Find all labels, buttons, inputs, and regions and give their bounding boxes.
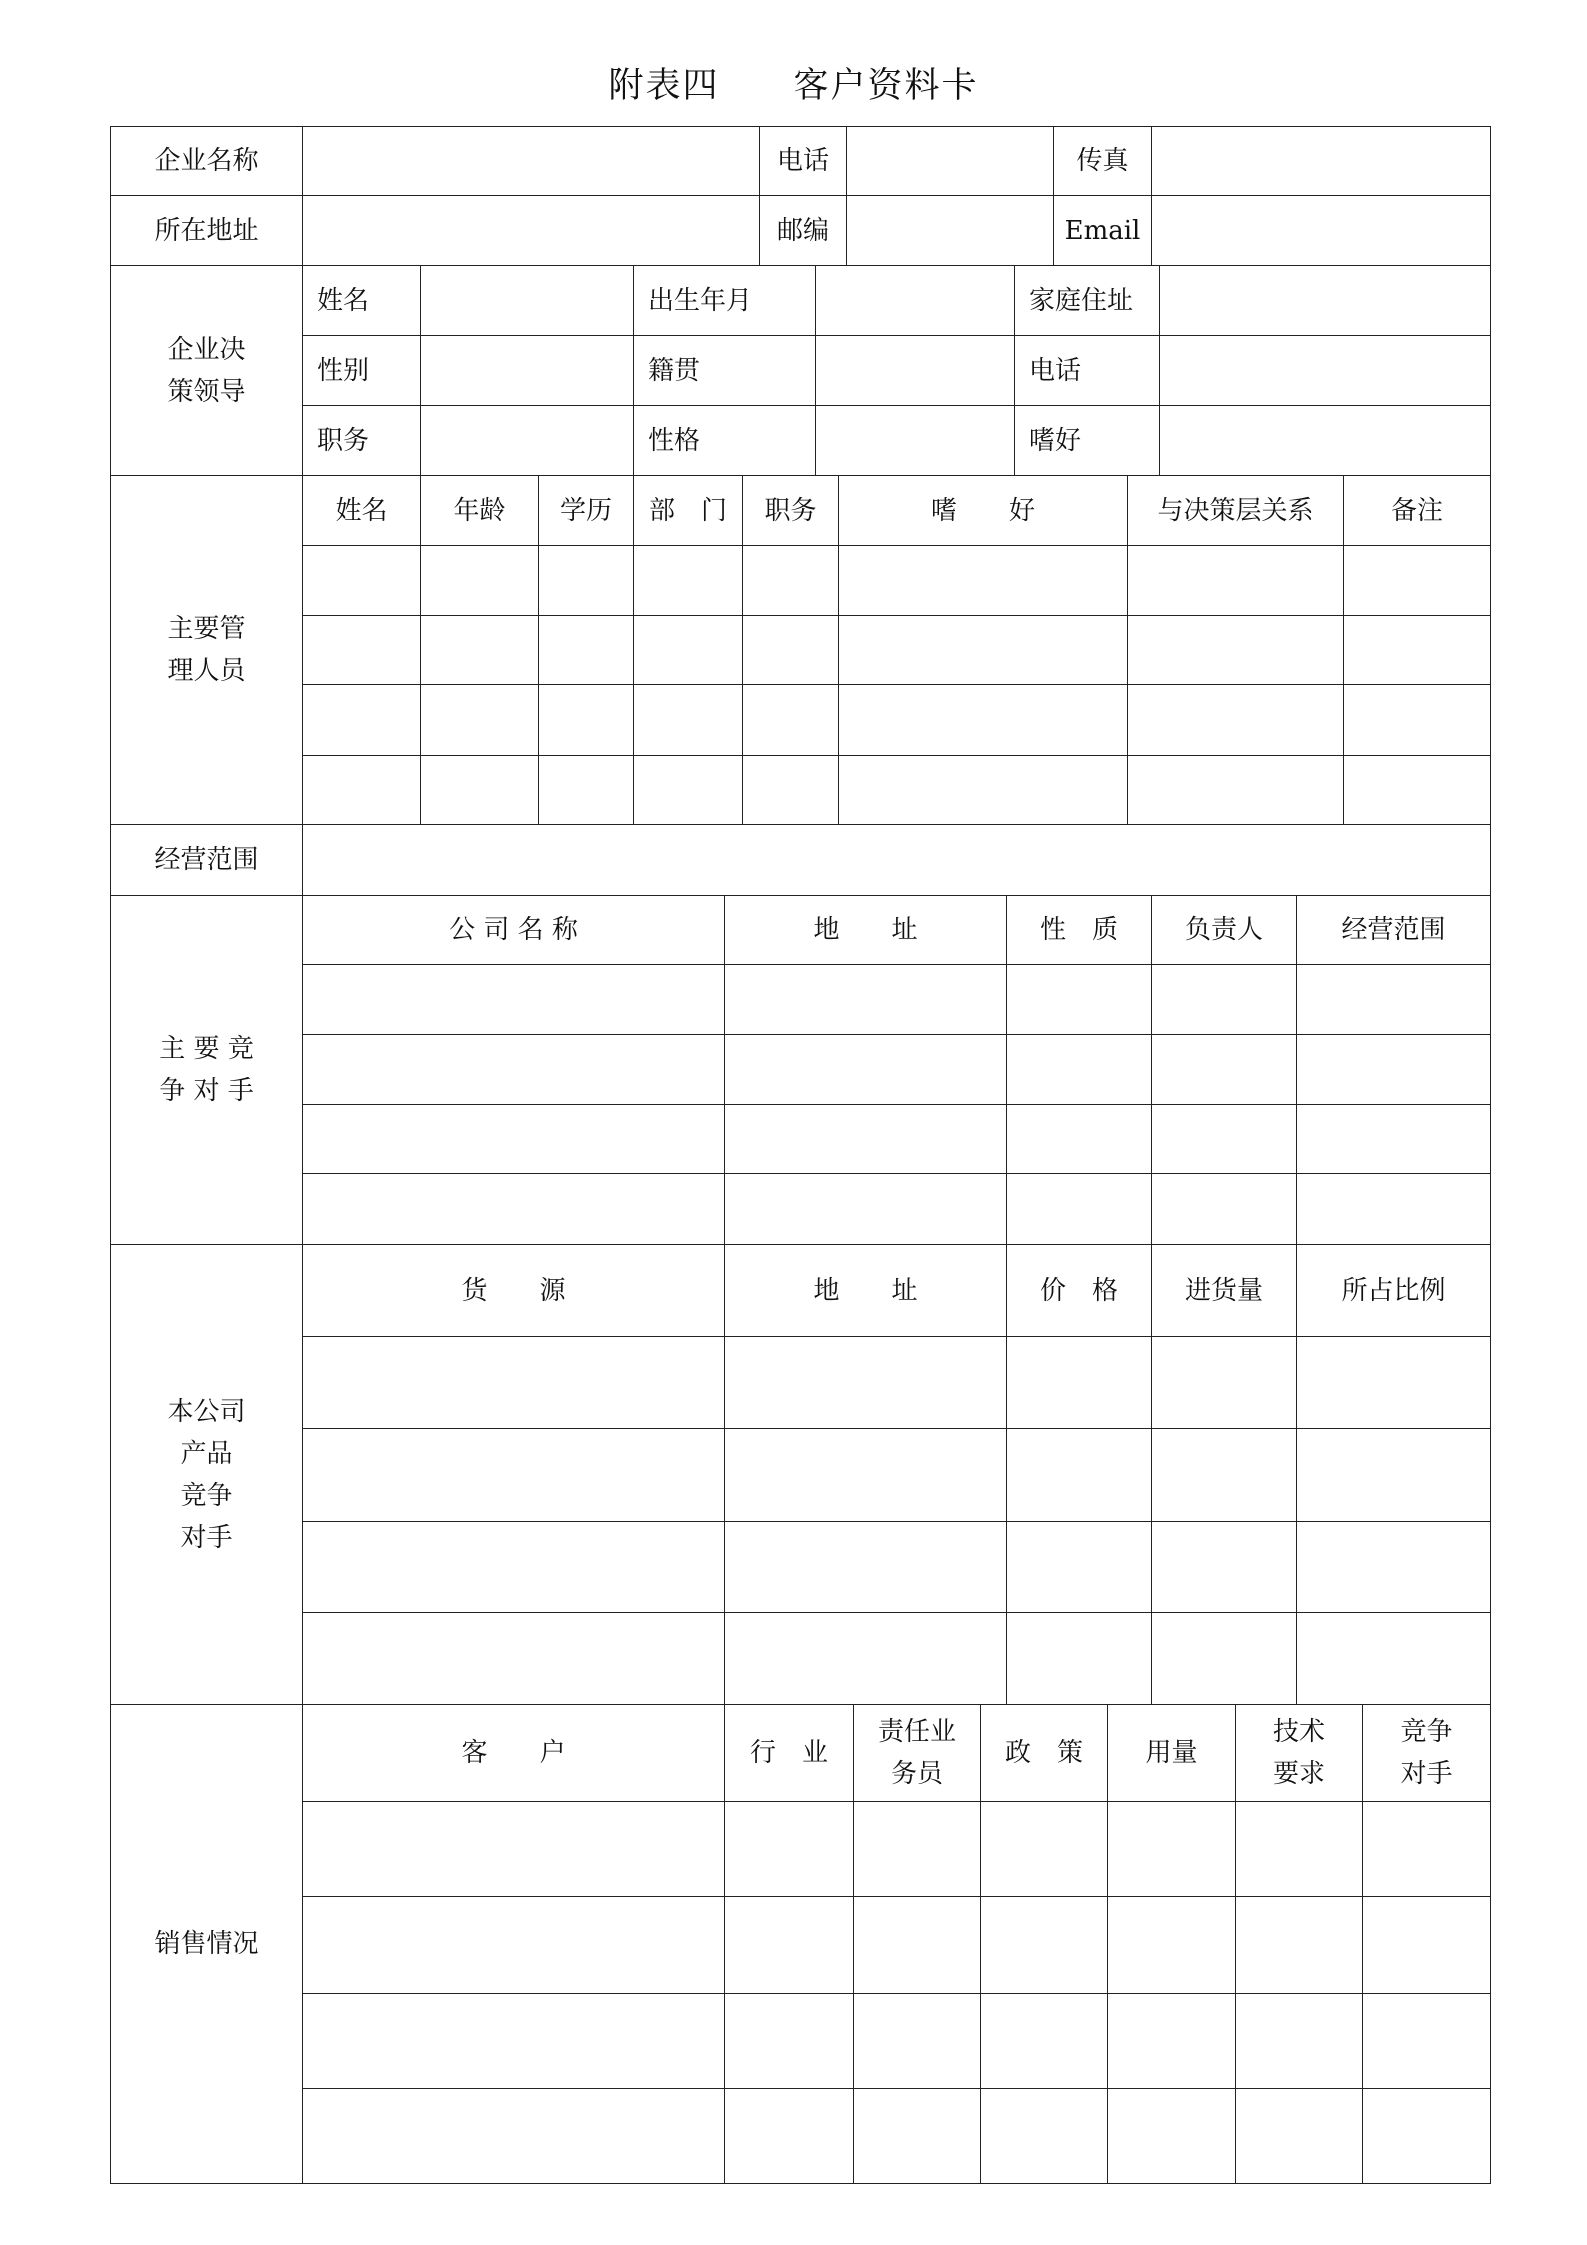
address-label <box>110 195 303 266</box>
managers-table-cell[interactable] <box>742 545 839 616</box>
competitors-column-header <box>724 895 1007 965</box>
managers-table-cell[interactable] <box>742 615 839 685</box>
managers-column-header-text: 学历 <box>559 495 612 526</box>
product-competitors-column-header-text: 进货量 <box>1184 1275 1263 1306</box>
leader-name-field[interactable] <box>420 265 634 336</box>
sales-section-label <box>110 1704 303 2184</box>
leader-hobby-field[interactable] <box>1159 405 1491 476</box>
leader-position-field[interactable] <box>420 405 634 476</box>
page-title: 附表四 客户资料卡 <box>608 66 979 106</box>
product-competitors-table-cell[interactable] <box>1151 1336 1297 1429</box>
managers-table-cell[interactable] <box>1127 545 1344 616</box>
product-competitors-table-cell[interactable] <box>1151 1612 1297 1705</box>
competitors-table-cell[interactable] <box>302 1173 725 1245</box>
managers-table-cell[interactable] <box>633 615 743 685</box>
managers-section-label <box>110 475 303 825</box>
competitors-table-cell[interactable] <box>724 964 1007 1035</box>
competitors-table-cell[interactable] <box>1151 1034 1297 1105</box>
managers-table-cell[interactable] <box>420 755 539 825</box>
product-competitors-table-cell[interactable] <box>1006 1612 1152 1705</box>
sales-table-cell[interactable] <box>1107 1801 1236 1897</box>
leader-birth-label <box>633 265 816 336</box>
sales-table-cell[interactable] <box>853 1896 981 1994</box>
leader-character-label <box>633 405 816 476</box>
managers-table-cell[interactable] <box>538 755 634 825</box>
sales-table-cell[interactable] <box>1362 1993 1491 2089</box>
leader-phone-field[interactable] <box>1159 335 1491 406</box>
postcode-label-text: 邮编 <box>776 215 829 246</box>
managers-column-header <box>633 475 743 546</box>
product-competitors-table-cell[interactable] <box>1006 1521 1152 1613</box>
leader-native_place-field[interactable] <box>815 335 1015 406</box>
competitors-column-header-text: 经营范围 <box>1341 915 1446 945</box>
sales-section-label-text: 销售情况 <box>154 1929 259 1959</box>
managers-table-cell[interactable] <box>302 684 421 756</box>
managers-column-header <box>1343 475 1491 546</box>
address-label-text: 所在地址 <box>154 215 259 246</box>
sales-table-cell[interactable] <box>980 1801 1108 1897</box>
product-competitors-table-cell[interactable] <box>724 1612 1007 1705</box>
product-competitors-table-cell[interactable] <box>1296 1428 1491 1522</box>
competitors-table-cell[interactable] <box>1151 1104 1297 1174</box>
product-competitors-table-cell[interactable] <box>1296 1336 1491 1429</box>
product-competitors-table-cell[interactable] <box>302 1428 725 1522</box>
leader-gender-label-text: 性别 <box>317 355 370 386</box>
sales-column-header <box>980 1704 1108 1802</box>
product-competitors-column-header <box>302 1244 725 1337</box>
product-competitors-column-header-text: 所占比例 <box>1341 1275 1446 1306</box>
competitors-table-cell[interactable] <box>1296 1173 1491 1245</box>
product-competitors-column-header <box>724 1244 1007 1337</box>
leader-character-label-text: 性格 <box>648 425 701 456</box>
managers-table-cell[interactable] <box>420 545 539 616</box>
leader-home_address-field[interactable] <box>1159 265 1491 336</box>
fax-field[interactable] <box>1151 126 1491 196</box>
managers-column-header <box>742 475 839 546</box>
managers-column-header-text: 职务 <box>764 495 817 526</box>
sales-table-cell[interactable] <box>1362 2088 1491 2184</box>
competitors-table-cell[interactable] <box>302 1034 725 1105</box>
managers-table-cell[interactable] <box>302 545 421 616</box>
sales-table-cell[interactable] <box>853 1993 981 2089</box>
managers-column-header <box>1127 475 1344 546</box>
competitors-column-header <box>302 895 725 965</box>
sales-table-cell[interactable] <box>724 1801 854 1897</box>
competitors-table-cell[interactable] <box>1296 964 1491 1035</box>
competitors-table-cell[interactable] <box>1151 964 1297 1035</box>
address-field[interactable] <box>302 195 760 266</box>
business-scope-field[interactable] <box>302 824 1491 896</box>
sales-column-header <box>1107 1704 1236 1802</box>
competitors-table-cell[interactable] <box>302 964 725 1035</box>
sales-table-cell[interactable] <box>724 1993 854 2089</box>
leader-gender-label <box>302 335 421 406</box>
company-name-field[interactable] <box>302 126 760 196</box>
managers-column-header-text: 与决策层关系 <box>1157 495 1314 526</box>
sales-table-cell[interactable] <box>724 1896 854 1994</box>
leader-home_address-label <box>1014 265 1160 336</box>
product-competitors-column-header <box>1006 1244 1152 1337</box>
leader-gender-field[interactable] <box>420 335 634 406</box>
email-label <box>1053 195 1152 266</box>
leader-name-label <box>302 265 421 336</box>
managers-table-cell[interactable] <box>420 615 539 685</box>
sales-table-cell[interactable] <box>980 1896 1108 1994</box>
competitors-table-cell[interactable] <box>1006 1104 1152 1174</box>
sales-table-cell[interactable] <box>302 1896 725 1994</box>
managers-table-cell[interactable] <box>633 684 743 756</box>
business-scope-label-text: 经营范围 <box>154 845 259 875</box>
sales-column-header <box>1235 1704 1363 1802</box>
competitors-column-header <box>1006 895 1152 965</box>
managers-table-cell[interactable] <box>302 615 421 685</box>
postcode-label <box>759 195 847 266</box>
managers-table-cell[interactable] <box>1343 545 1491 616</box>
managers-table-cell[interactable] <box>1127 615 1344 685</box>
competitors-table-cell[interactable] <box>724 1034 1007 1105</box>
managers-table-cell[interactable] <box>838 755 1128 825</box>
leader-phone-label-text: 电话 <box>1029 355 1082 386</box>
leader-section-label-text: 企业决 策领导 <box>167 334 246 407</box>
competitors-table-cell[interactable] <box>1296 1034 1491 1105</box>
sales-table-cell[interactable] <box>1107 2088 1236 2184</box>
email-field[interactable] <box>1151 195 1491 266</box>
leader-native_place-label <box>633 335 816 406</box>
managers-table-cell[interactable] <box>1343 684 1491 756</box>
managers-section-label-text: 主要管 理人员 <box>167 614 246 686</box>
sales-table-cell[interactable] <box>1362 1801 1491 1897</box>
competitors-section-label-text: 主 要 竞 争 对 手 <box>159 1034 254 1106</box>
sales-column-header <box>724 1704 854 1802</box>
leader-birth-label-text: 出生年月 <box>648 285 753 316</box>
leader-home_address-label-text: 家庭住址 <box>1029 285 1134 316</box>
sales-column-header-text: 技术 要求 <box>1272 1717 1325 1789</box>
company-name-label <box>110 126 303 196</box>
sales-table-cell[interactable] <box>1107 1896 1236 1994</box>
managers-table-cell[interactable] <box>1127 755 1344 825</box>
sales-column-header <box>853 1704 981 1802</box>
leader-section-label <box>110 265 303 476</box>
leader-hobby-label-text: 嗜好 <box>1029 425 1082 456</box>
product-competitors-table-cell[interactable] <box>724 1428 1007 1522</box>
managers-column-header-text: 备注 <box>1390 495 1443 526</box>
competitors-table-cell[interactable] <box>1006 1034 1152 1105</box>
phone-label <box>759 126 847 196</box>
sales-table-cell[interactable] <box>1107 1993 1236 2089</box>
sales-column-header-text: 政 策 <box>1004 1738 1083 1768</box>
competitors-table-cell[interactable] <box>302 1104 725 1174</box>
leader-hobby-label <box>1014 405 1160 476</box>
product-competitors-table-cell[interactable] <box>1151 1428 1297 1522</box>
competitors-column-header <box>1296 895 1491 965</box>
product-competitors-column-header-text: 价 格 <box>1039 1275 1118 1306</box>
managers-table-cell[interactable] <box>838 545 1128 616</box>
product-competitors-section-label-text: 本公司 产品 竞争 对手 <box>167 1396 246 1553</box>
leader-position-label-text: 职务 <box>317 425 370 456</box>
sales-table-cell[interactable] <box>853 1801 981 1897</box>
postcode-field[interactable] <box>846 195 1054 266</box>
leader-birth-field[interactable] <box>815 265 1015 336</box>
leader-character-field[interactable] <box>815 405 1015 476</box>
phone-label-text: 电话 <box>776 146 829 176</box>
competitors-column-header-text: 地 址 <box>813 915 918 945</box>
managers-table-cell[interactable] <box>742 684 839 756</box>
sales-table-cell[interactable] <box>302 1993 725 2089</box>
managers-table-cell[interactable] <box>302 755 421 825</box>
managers-table-cell[interactable] <box>538 545 634 616</box>
competitors-table-cell[interactable] <box>724 1104 1007 1174</box>
sales-table-cell[interactable] <box>1235 1896 1363 1994</box>
competitors-column-header-text: 性 质 <box>1039 915 1118 945</box>
competitors-column-header <box>1151 895 1297 965</box>
product-competitors-table-cell[interactable] <box>1006 1336 1152 1429</box>
sales-table-cell[interactable] <box>980 1993 1108 2089</box>
email-label-text: Email <box>1064 215 1141 246</box>
sales-table-cell[interactable] <box>302 2088 725 2184</box>
managers-table-cell[interactable] <box>420 684 539 756</box>
sales-table-cell[interactable] <box>1235 2088 1363 2184</box>
product-competitors-section-label <box>110 1244 303 1705</box>
company-name-label-text: 企业名称 <box>154 146 259 176</box>
competitors-column-header-text: 负责人 <box>1184 915 1263 945</box>
sales-column-header-text: 客 户 <box>461 1738 566 1768</box>
sales-column-header-text: 用量 <box>1145 1738 1198 1768</box>
managers-table-cell[interactable] <box>633 545 743 616</box>
managers-table-cell[interactable] <box>538 684 634 756</box>
phone-field[interactable] <box>846 126 1054 196</box>
managers-column-header <box>420 475 539 546</box>
product-competitors-column-header-text: 地 址 <box>813 1275 918 1306</box>
managers-table-cell[interactable] <box>1127 684 1344 756</box>
sales-table-cell[interactable] <box>1235 1801 1363 1897</box>
product-competitors-table-cell[interactable] <box>302 1336 725 1429</box>
business-scope-label <box>110 824 303 896</box>
sales-table-cell[interactable] <box>980 2088 1108 2184</box>
leader-native_place-label-text: 籍贯 <box>648 355 701 386</box>
sales-column-header-text: 竞争 对手 <box>1400 1717 1453 1789</box>
managers-table-cell[interactable] <box>838 684 1128 756</box>
product-competitors-table-cell[interactable] <box>1296 1521 1491 1613</box>
managers-column-header <box>302 475 421 546</box>
managers-table-cell[interactable] <box>538 615 634 685</box>
managers-table-cell[interactable] <box>1343 615 1491 685</box>
product-competitors-table-cell[interactable] <box>724 1336 1007 1429</box>
leader-position-label <box>302 405 421 476</box>
fax-label-text: 传真 <box>1076 146 1129 176</box>
sales-table-cell[interactable] <box>1362 1896 1491 1994</box>
managers-table-cell[interactable] <box>1343 755 1491 825</box>
sales-table-cell[interactable] <box>853 2088 981 2184</box>
sales-column-header-text: 责任业 务员 <box>877 1717 956 1789</box>
product-competitors-column-header <box>1296 1244 1491 1337</box>
product-competitors-table-cell[interactable] <box>1006 1428 1152 1522</box>
sales-table-cell[interactable] <box>724 2088 854 2184</box>
competitors-table-cell[interactable] <box>1296 1104 1491 1174</box>
managers-table-cell[interactable] <box>838 615 1128 685</box>
leader-name-label-text: 姓名 <box>317 285 370 316</box>
fax-label <box>1053 126 1152 196</box>
competitors-section-label <box>110 895 303 1245</box>
sales-column-header <box>1362 1704 1491 1802</box>
product-competitors-table-cell[interactable] <box>1296 1612 1491 1705</box>
sales-table-cell[interactable] <box>302 1801 725 1897</box>
managers-column-header-text: 年龄 <box>453 495 506 526</box>
managers-column-header <box>838 475 1128 546</box>
sales-column-header-text: 行 业 <box>749 1738 828 1768</box>
managers-column-header-text: 部 门 <box>648 495 727 526</box>
product-competitors-column-header-text: 货 源 <box>461 1275 566 1306</box>
managers-table-cell[interactable] <box>742 755 839 825</box>
product-competitors-table-cell[interactable] <box>1151 1521 1297 1613</box>
product-competitors-table-cell[interactable] <box>724 1521 1007 1613</box>
competitors-table-cell[interactable] <box>1151 1173 1297 1245</box>
managers-column-header-text: 嗜 好 <box>930 495 1035 526</box>
competitors-table-cell[interactable] <box>724 1173 1007 1245</box>
competitors-table-cell[interactable] <box>1006 964 1152 1035</box>
sales-table-cell[interactable] <box>1235 1993 1363 2089</box>
managers-column-header <box>538 475 634 546</box>
product-competitors-table-cell[interactable] <box>302 1612 725 1705</box>
sales-column-header <box>302 1704 725 1802</box>
managers-column-header-text: 姓名 <box>335 495 388 526</box>
competitors-column-header-text: 公 司 名 称 <box>449 915 578 945</box>
leader-phone-label <box>1014 335 1160 406</box>
managers-table-cell[interactable] <box>633 755 743 825</box>
product-competitors-column-header <box>1151 1244 1297 1337</box>
product-competitors-table-cell[interactable] <box>302 1521 725 1613</box>
competitors-table-cell[interactable] <box>1006 1173 1152 1245</box>
